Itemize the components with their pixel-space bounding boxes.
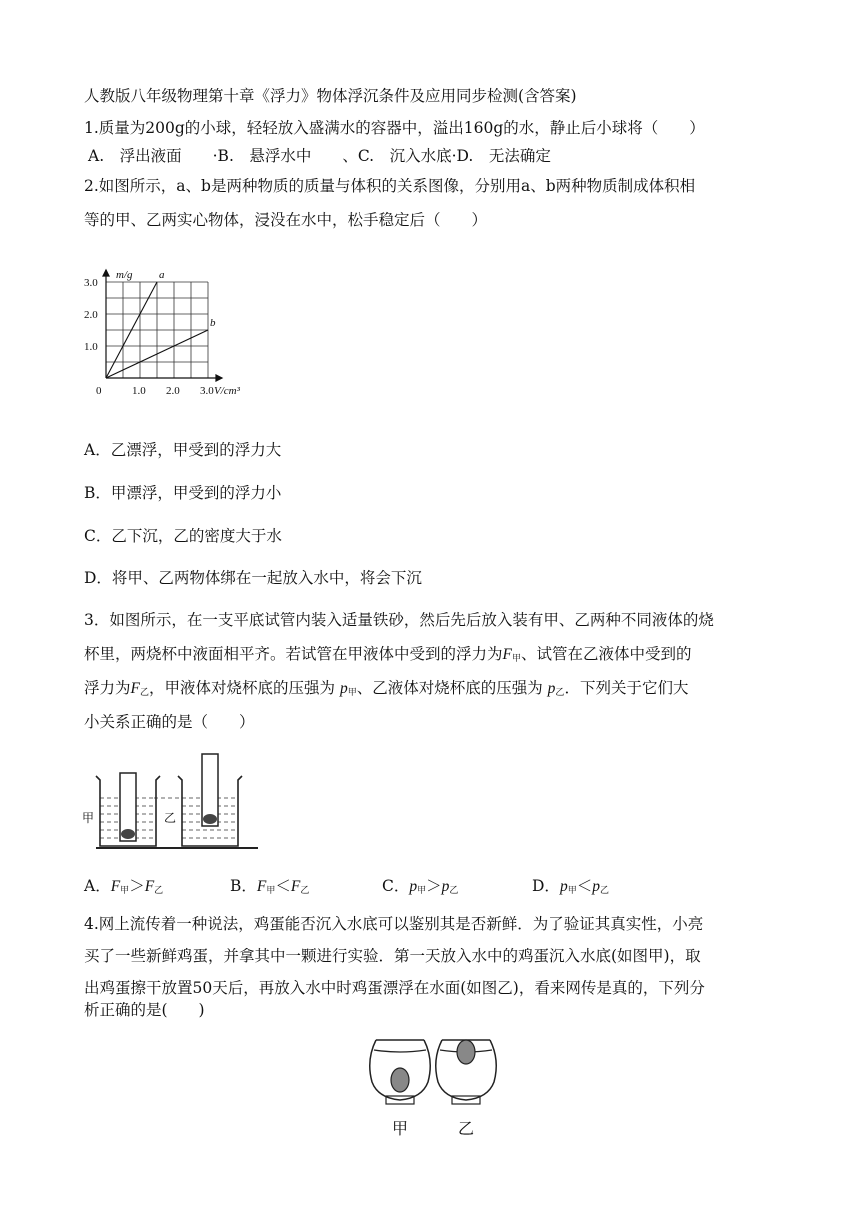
y-tick-label: 1.0 — [84, 341, 98, 353]
series-label-b: b — [210, 317, 216, 329]
fig-label-jia: 甲 — [82, 811, 95, 825]
q3-line2 — [84, 644, 692, 669]
egg-jars-figure — [362, 1030, 502, 1140]
q2-stem-line1: 2.如图所示，a、b是两种物质的质量与体积的关系图像，分别用a、b两种物质制成体积相 — [84, 177, 696, 195]
beakers-test-tube-figure — [78, 748, 268, 858]
y-axis-arrow — [103, 270, 109, 276]
x-tick-label: 3.0 — [200, 385, 214, 397]
egg-fig-label-yi: 乙 — [458, 1121, 475, 1138]
lt-sign: ＜ — [576, 877, 593, 895]
x-axis-arrow — [216, 375, 222, 381]
f-symbol: F — [144, 878, 155, 895]
sub-yi: 乙 — [449, 886, 459, 896]
p-symbol: p — [592, 878, 600, 895]
q2-option-b: B．甲漂浮，甲受到的浮力小 — [84, 484, 282, 502]
lt-sign: ＜ — [275, 877, 291, 895]
sub-jia: 甲 — [567, 886, 577, 896]
opt-d-label: D． — [532, 877, 560, 895]
x-tick-label: 1.0 — [132, 385, 146, 397]
sub-yi: 乙 — [154, 886, 164, 896]
q3-line3 — [84, 678, 688, 703]
opt-a-label: A． — [84, 877, 111, 895]
page-title: 人教版八年级物理第十章《浮力》物体浮沉条件及应用同步检测(含答案) — [84, 87, 577, 105]
opt-b-label: B． — [230, 877, 257, 895]
q3-option-b — [230, 876, 309, 901]
q3-line3-c: 、乙液体对烧杯底的压强为 — [356, 679, 543, 697]
x-tick-label: 0 — [96, 385, 102, 397]
q4-line2: 买了一些新鲜鸡蛋，并拿其中一颗进行实验．第一天放入水中的鸡蛋沉入水底(如图甲)，取 — [84, 947, 701, 965]
q1-stem: 1.质量为200g的小球，轻轻放入盛满水的容器中，溢出160g的水，静止后小球将（ ） — [84, 119, 705, 137]
q2-stem-line2: 等的甲、乙两实心物体，浸没在水中，松手稳定后（ ） — [84, 211, 488, 229]
sub-yi: 乙 — [300, 886, 310, 896]
p-symbol: p — [559, 878, 568, 895]
gt-sign: ＞ — [426, 877, 442, 895]
q3-option-c — [382, 876, 458, 901]
p-symbol: p — [547, 680, 556, 697]
f-symbol: F — [290, 878, 301, 895]
p-symbol: p — [339, 680, 348, 697]
y-tick-label: 2.0 — [84, 309, 98, 321]
sub-yi: 乙 — [599, 886, 609, 896]
x-axis-label: V/cm³ — [214, 385, 240, 397]
q3-option-d — [532, 876, 609, 901]
mass-volume-chart — [80, 262, 280, 402]
y-tick-label: 3.0 — [84, 277, 98, 289]
sub-jia: 甲 — [266, 886, 276, 896]
egg-fig-label-jia: 甲 — [392, 1121, 409, 1138]
sub-yi: 乙 — [555, 688, 565, 698]
q2-option-d: D．将甲、乙两物体绑在一起放入水中，将会下沉 — [84, 569, 422, 587]
f-symbol: F — [256, 878, 267, 895]
q4-line1: 4.网上流传着一种说法，鸡蛋能否沉入水底可以鉴别其是否新鲜．为了验证其真实性，小亮 — [84, 915, 704, 933]
q4-line3: 出鸡蛋擦干放置50天后，再放入水中时鸡蛋漂浮在水面(如图乙)，看来网传是真的，下列分 — [84, 979, 705, 997]
q3-line3-b: ，甲液体对烧杯底的压强为 — [149, 679, 336, 697]
q2-option-a: A．乙漂浮，甲受到的浮力大 — [84, 441, 282, 459]
sub-jia: 甲 — [347, 688, 357, 698]
fig-label-yi: 乙 — [164, 811, 177, 825]
series-label-a: a — [159, 269, 165, 281]
sub-jia: 甲 — [417, 886, 427, 896]
f-symbol: F — [110, 878, 121, 895]
sub-yi: 乙 — [139, 688, 149, 698]
p-symbol: p — [409, 878, 418, 895]
x-tick-label: 2.0 — [166, 385, 180, 397]
sub-jia: 甲 — [511, 654, 521, 664]
q1-options: A. 浮出液面 ·B. 悬浮水中 、C. 沉入水底·D. 无法确定 — [88, 147, 551, 165]
gt-sign: ＞ — [129, 877, 145, 895]
q3-line2-text: 杯里，两烧杯中液面相平齐。若试管在甲液体中受到的浮力为 — [84, 645, 503, 663]
q3-option-a — [84, 876, 163, 901]
q3-line3-a: 浮力为 — [84, 679, 131, 697]
opt-c-label: C． — [382, 877, 410, 895]
sub-jia: 甲 — [120, 886, 130, 896]
q3-line4: 小关系正确的是（ ） — [84, 713, 255, 731]
y-axis-label: m/g — [116, 269, 133, 281]
q3-line1: 3．如图所示，在一支平底试管内装入适量铁砂，然后先后放入装有甲、乙两种不同液体的烧 — [84, 611, 714, 629]
f-symbol: F — [502, 646, 512, 663]
q2-option-c: C．乙下沉，乙的密度大于水 — [84, 527, 282, 545]
q3-line3-d: ．下列关于它们大 — [564, 679, 689, 697]
f-symbol: F — [130, 680, 140, 697]
q3-line2-tail: 、试管在乙液体中受到的 — [521, 645, 692, 663]
p-symbol: p — [441, 878, 450, 895]
q4-line4: 析正确的是( ) — [84, 1001, 205, 1019]
